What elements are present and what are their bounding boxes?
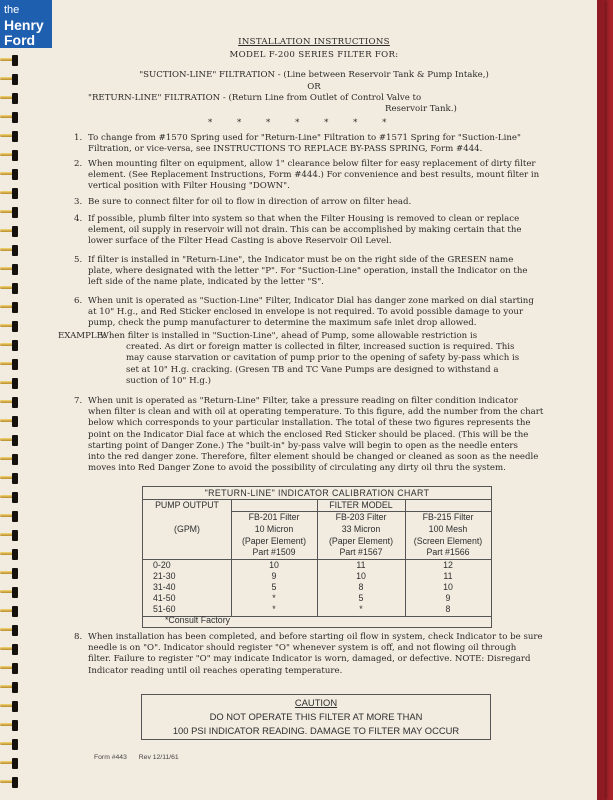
spiral-coil (0, 188, 20, 197)
spiral-coil (0, 397, 20, 406)
spiral-coil (0, 112, 20, 121)
example-line: created. As dirt or foreign matter is collected in filter, increased suction is required. This (126, 342, 515, 353)
filter-column-spec: 100 Mesh (428, 523, 468, 534)
document-subtitle: MODEL F-200 SERIES FILTER FOR: (229, 50, 399, 60)
instruction-item (74, 396, 574, 474)
item-line: When unit is operated as "Suction-Line" Filter, Indicator Dial has danger zone marked on dial starting (88, 296, 534, 306)
logo-line-1: the (4, 4, 20, 16)
filter-column-element: (Paper Element) (328, 535, 394, 546)
item-line: into the red danger zone. Therefore, filter element should be changed or cleaned as soon as the needle (88, 452, 539, 463)
filter-column-name: FB-203 Filter (335, 512, 387, 522)
spiral-coil (0, 720, 20, 729)
caution-box (141, 694, 491, 740)
example-line: When filter is installed in "Suction-Line", ahead of Pump, some allowable restriction is (100, 331, 478, 341)
item-line: moves into Red Danger Zone to avoid the possibility of circulating any dirty oil thru the system. (88, 463, 506, 474)
calibration-value-cell: * (359, 604, 363, 614)
item-number: 4. (74, 214, 83, 224)
spiral-coil (0, 739, 20, 748)
stars-divider: * * * * * * * (208, 118, 387, 128)
instruction-item (74, 159, 574, 193)
calibration-value-cell: 5 (358, 593, 364, 603)
calibration-value-cell: 8 (445, 604, 451, 614)
pump-range-cell: 41-50 (153, 593, 176, 603)
filter-column-part: Part #1566 (426, 547, 470, 558)
caution-line: DO NOT OPERATE THIS FILTER AT MORE THAN (209, 711, 423, 722)
spiral-coil (0, 264, 20, 273)
spiral-coil (0, 340, 20, 349)
spiral-binding (0, 55, 22, 800)
calibration-value-cell: 10 (356, 571, 366, 581)
return-line-heading-cont: Reservoir Tank.) (385, 104, 457, 114)
spiral-coil (0, 93, 20, 102)
item-line: When unit is operated as "Return-Line" Filter, take a pressure reading on filter condition indicator (88, 396, 518, 406)
spiral-coil (0, 245, 20, 254)
item-line: To change from #1570 Spring used for "Return-Line" Filtration to #1571 Spring for "Suction-Line" (88, 133, 521, 143)
calibration-value-cell: * (272, 593, 276, 603)
spiral-coil (0, 587, 20, 596)
spiral-coil (0, 454, 20, 463)
item-number: 2. (74, 159, 83, 169)
calibration-value-cell: 5 (271, 582, 277, 592)
item-line: When installation has been completed, and before starting oil flow in system, check Indicator to be sure (88, 632, 543, 642)
spiral-coil (0, 226, 20, 235)
spiral-coil (0, 549, 20, 558)
example-line: may cause starvation or cavitation of pump prior to the opening of safety by-pass which is (126, 353, 520, 364)
filter-column-element: (Paper Element) (241, 535, 307, 546)
example-label: EXAMPLE: (58, 331, 106, 341)
spiral-coil (0, 169, 20, 178)
item-line: plate, where designated with the letter "P". For "Suction-Line" operation, install the Indicator on the (88, 266, 528, 277)
spiral-coil (0, 663, 20, 672)
item-number: 8. (74, 632, 83, 642)
spiral-coil (0, 74, 20, 83)
item-line: If filter is installed in "Return-Line", the Indicator must be on the right side of the GRESEN name (88, 255, 514, 265)
instruction-item (74, 296, 574, 330)
example-line: suction of 10" H.g.) (126, 375, 211, 386)
item-line: when filter is clean and with oil at operating temperature. To this figure, add the number from the chart (88, 407, 544, 418)
filter-column-part: Part #1509 (252, 547, 296, 558)
item-line: element, oil supply in reservoir will not drain. This can be accomplished by making certain that the (88, 225, 522, 236)
filter-model-header: FILTER MODEL (329, 500, 393, 510)
item-line: filter. Failure to register "O" may indicate Indicator is worn, damaged, or defective. NOTE: Disregard (88, 654, 531, 665)
page-edge (597, 0, 605, 800)
calibration-value-cell: 8 (358, 582, 364, 592)
calibration-value-cell: 11 (443, 571, 453, 581)
filter-column-element: (Screen Element) (413, 535, 483, 546)
calibration-value-cell: 10 (443, 582, 453, 592)
caution-title: CAUTION (294, 697, 338, 708)
item-line: Be sure to connect filter for oil to flow in direction of arrow on filter head. (88, 197, 412, 207)
pump-range-cell: 31-40 (153, 582, 176, 592)
logo-line-2: Henry (4, 17, 44, 33)
spiral-coil (0, 302, 20, 311)
calibration-value-cell: 9 (445, 593, 451, 603)
item-line: vertical position with Filter Housing "DOWN". (88, 181, 290, 192)
spiral-coil (0, 530, 20, 539)
instructions-content (30, 0, 598, 800)
spiral-coil (0, 473, 20, 482)
revision-date: Rev 12/11/61 (138, 754, 179, 761)
item-line: needle is on "O". Indicator should register "O" whenever system is off, and not flowing oil through (88, 643, 517, 654)
filter-column-name: FB-201 Filter (248, 512, 300, 522)
item-number: 3. (74, 197, 83, 207)
spiral-coil (0, 150, 20, 159)
pump-range-cell: 51-60 (153, 604, 176, 614)
spiral-coil (0, 492, 20, 501)
item-line: If possible, plumb filter into system so that when the Filter Housing is removed to clean or replace (88, 214, 520, 224)
item-line: starting point of Danger Zone.) The "built-in" by-pass valve will begin to open as the needle enters (88, 440, 518, 451)
spiral-coil (0, 625, 20, 634)
spiral-coil (0, 321, 20, 330)
calibration-value-cell: 11 (356, 560, 366, 570)
form-number: Form #443 (94, 754, 127, 761)
henry-ford-logo (0, 0, 52, 48)
filter-column-part: Part #1567 (339, 547, 383, 558)
chart-footnote: *Consult Factory (165, 615, 231, 625)
instruction-item (74, 255, 574, 289)
spiral-coil (0, 777, 20, 786)
chart-title: "RETURN-LINE" INDICATOR CALIBRATION CHART (143, 487, 491, 500)
calibration-value-cell: 12 (443, 560, 453, 570)
spiral-coil (0, 378, 20, 387)
form-footer (94, 752, 179, 763)
suction-line-heading: "SUCTION-LINE" FILTRATION - (Line between Reservoir Tank & Pump Intake,) (139, 70, 489, 80)
spiral-coil (0, 682, 20, 691)
spiral-coil (0, 55, 20, 64)
spiral-coil (0, 701, 20, 710)
pump-unit-header: (GPM) (174, 524, 200, 534)
filter-column-spec: 33 Micron (341, 523, 381, 534)
item-line: lower surface of the Filter Head Casting is above Reservoir Oil Level. (88, 236, 392, 247)
document-title: INSTALLATION INSTRUCTIONS (238, 37, 390, 47)
filter-column-name: FB-215 Filter (422, 512, 474, 522)
spiral-coil (0, 644, 20, 653)
return-line-heading: "RETURN-LINE" FILTRATION - (Return Line from Outlet of Control Valve to (88, 93, 422, 103)
spiral-coil (0, 568, 20, 577)
item-line: Indicator reading until oil reaches operating temperature. (88, 665, 343, 676)
item-line: When mounting filter on equipment, allow 1" clearance below filter for easy replacement of dirty filter (88, 159, 536, 169)
spiral-coil (0, 511, 20, 520)
item-number: 7. (74, 396, 83, 406)
item-line: at 10" H.g., and Red Sticker enclosed in envelope is not required. To avoid possible damage to your (88, 307, 524, 318)
spiral-coil (0, 131, 20, 140)
spiral-coil (0, 416, 20, 425)
pump-output-header: PUMP OUTPUT (155, 500, 219, 510)
spiral-coil (0, 606, 20, 615)
or-separator: OR (307, 82, 321, 92)
item-number: 5. (74, 255, 83, 265)
caution-line: 100 PSI INDICATOR READING. DAMAGE TO FILTER MAY OCCUR (172, 725, 460, 736)
instruction-item (74, 197, 574, 208)
pump-range-cell: 21-30 (153, 571, 176, 581)
pump-range-cell: 0-20 (153, 560, 171, 570)
spiral-coil (0, 359, 20, 368)
instruction-item (74, 133, 574, 155)
item-line: below which corresponds to your particular installation. The total of these two figures represents the (88, 418, 531, 429)
filter-column-spec: 10 Micron (254, 523, 294, 534)
item-number: 1. (74, 133, 83, 143)
calibration-value-cell: * (272, 604, 276, 614)
item-line: element. (See Replacement Instructions, Form #444.) For convenience and best results, mount filter in (88, 170, 540, 181)
spiral-coil (0, 283, 20, 292)
example-line: set at 10" H.g. cracking. (Gresen TB and TC Vane Pumps are designed to withstand a (126, 364, 499, 375)
instruction-item (74, 214, 574, 248)
item-line: left side of the name plate, indicated by the letter "S". (88, 277, 324, 288)
calibration-chart (142, 486, 492, 628)
item-line: Filtration, or vice-versa, see INSTRUCTIONS TO REPLACE BY-PASS SPRING, Form #444. (88, 144, 483, 155)
spiral-coil (0, 435, 20, 444)
item-line: pump, check the pump manufacturer to determine the maximum safe inlet drop allowed. (88, 318, 477, 329)
item-number: 6. (74, 296, 83, 306)
logo-line-3: Ford (4, 32, 36, 48)
spiral-coil (0, 758, 20, 767)
example-block (58, 331, 574, 387)
item-line: point on the Indicator Dial face at which the enclosed Red Sticker should be placed. (This will be the (88, 429, 529, 440)
calibration-value-cell: 9 (271, 571, 277, 581)
spiral-coil (0, 207, 20, 216)
instruction-item (74, 632, 574, 677)
calibration-value-cell: 10 (269, 560, 279, 570)
